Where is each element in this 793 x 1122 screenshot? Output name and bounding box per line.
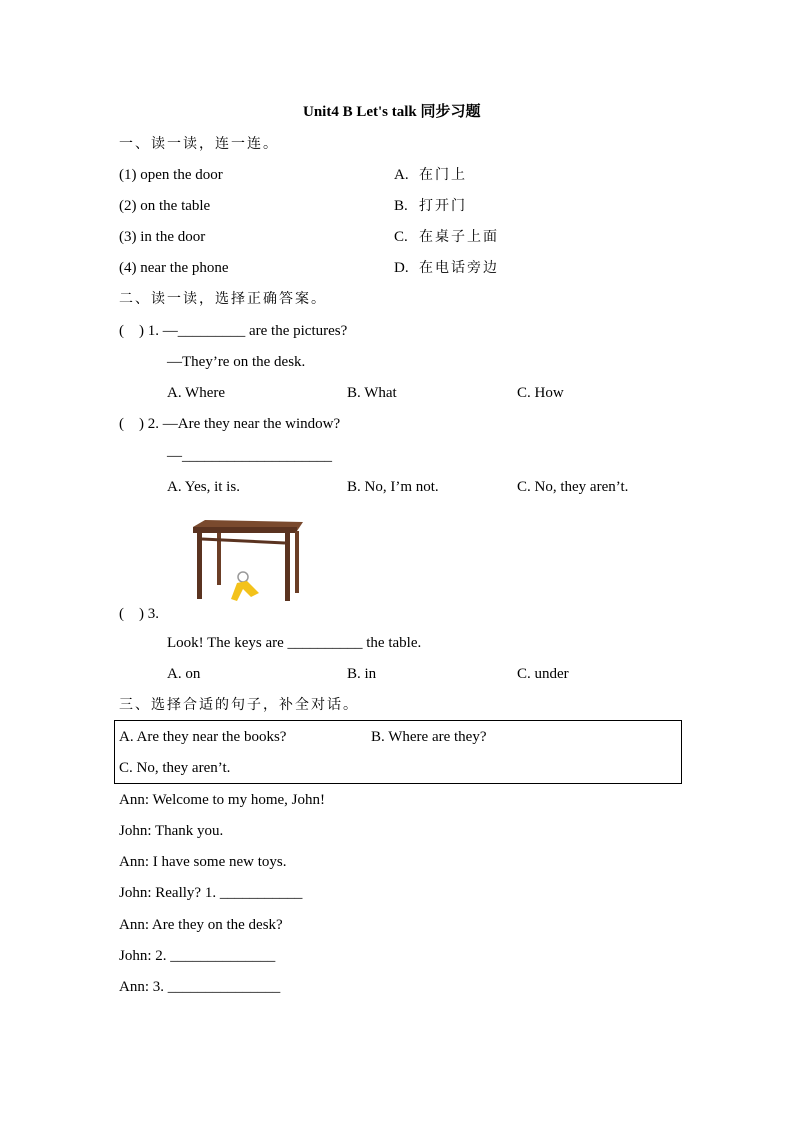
question-1-stem: ( ) 1. —_________ are the pictures? — [119, 323, 348, 339]
section-3-heading: 三、选择合适的句子，补全对话。 — [119, 697, 359, 713]
table-with-keys-image — [185, 515, 315, 605]
dialogue-line: John: 2. ______________ — [119, 948, 276, 964]
question-3-option: C. under — [517, 666, 569, 682]
match-right-letter: B. — [394, 198, 408, 214]
question-2-stem: ( ) 2. —Are they near the window? — [119, 416, 341, 432]
question-2-option: C. No, they aren’t. — [517, 479, 629, 495]
match-left-item: (3) in the door — [119, 229, 206, 245]
question-3-sentence: Look! The keys are __________ the table. — [167, 635, 422, 651]
dialogue-line: Ann: 3. _______________ — [119, 979, 281, 995]
match-left-item: (1) open the door — [119, 167, 223, 183]
dialogue-line: Ann: Are they on the desk? — [119, 917, 283, 933]
page-title: Unit4 B Let's talk 同步习题 — [303, 104, 481, 120]
dialogue-line: John: Really? 1. ___________ — [119, 885, 303, 901]
question-1-option: A. Where — [167, 385, 226, 401]
match-right-item: 在电话旁边 — [419, 260, 499, 276]
match-right-item: 打开门 — [419, 198, 467, 214]
question-2-option: B. No, I’m not. — [347, 479, 439, 495]
question-1-option: B. What — [347, 385, 397, 401]
question-3-stem: ( ) 3. — [119, 606, 159, 622]
sentence-choice: B. Where are they? — [371, 729, 487, 745]
dialogue-line: John: Thank you. — [119, 823, 224, 839]
dialogue-line: Ann: Welcome to my home, John! — [119, 792, 325, 808]
question-2-option: A. Yes, it is. — [167, 479, 240, 495]
sentence-choice: A. Are they near the books? — [119, 729, 287, 745]
question-3-option: B. in — [347, 666, 377, 682]
match-right-item: 在门上 — [419, 167, 467, 183]
question-3-option: A. on — [167, 666, 201, 682]
section-1-heading: 一、读一读，连一连。 — [119, 136, 279, 152]
question-2-reply: —____________________ — [167, 448, 332, 464]
question-1-reply: —They’re on the desk. — [167, 354, 306, 370]
match-right-letter: C. — [394, 229, 408, 245]
match-left-item: (2) on the table — [119, 198, 211, 214]
match-right-letter: A. — [394, 167, 409, 183]
match-right-letter: D. — [394, 260, 409, 276]
match-right-item: 在桌子上面 — [419, 229, 499, 245]
sentence-choice: C. No, they aren’t. — [119, 760, 231, 776]
match-left-item: (4) near the phone — [119, 260, 229, 276]
section-2-heading: 二、读一读，选择正确答案。 — [119, 291, 327, 307]
dialogue-line: Ann: I have some new toys. — [119, 854, 287, 870]
question-1-option: C. How — [517, 385, 564, 401]
